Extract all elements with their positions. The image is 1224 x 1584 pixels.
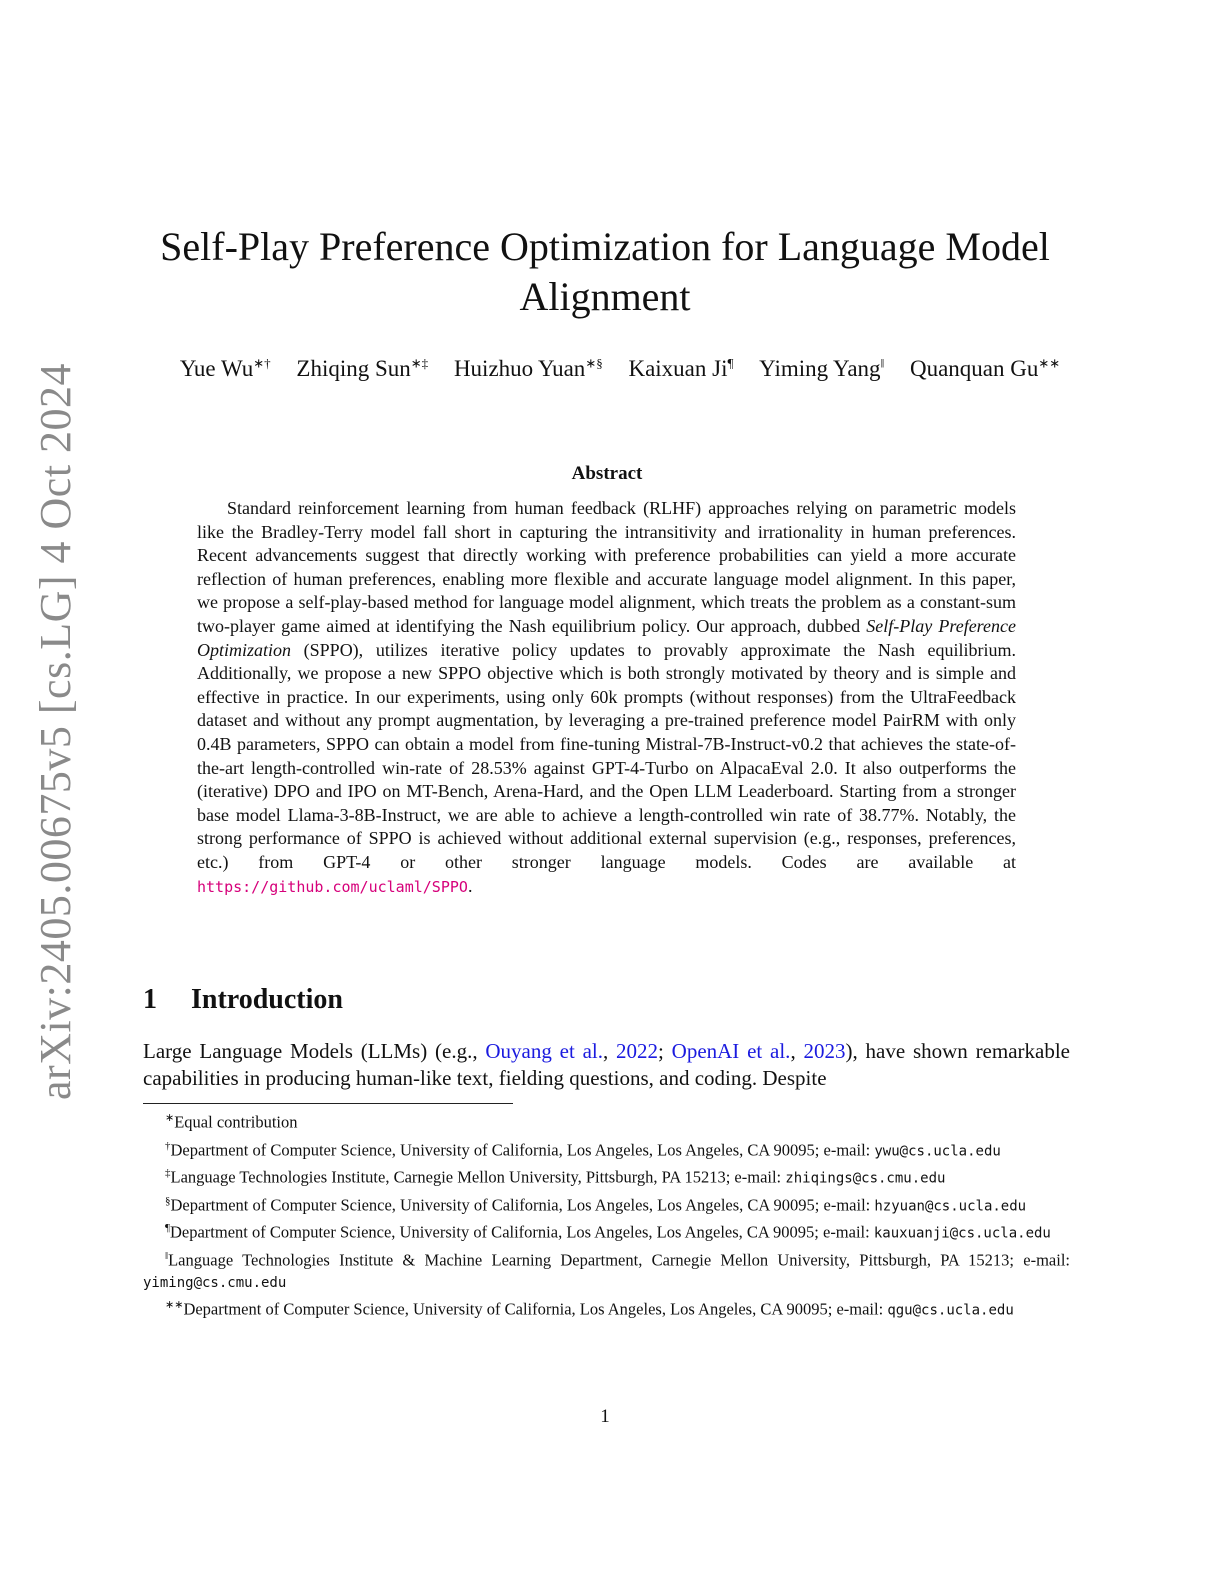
- footnote: ∗Equal contribution: [165, 1112, 298, 1132]
- citation-link[interactable]: OpenAI et al.: [671, 1039, 791, 1063]
- author-marks: ∗∗: [1038, 355, 1061, 370]
- email: ywu@cs.ucla.edu: [874, 1143, 1001, 1159]
- author-marks: ∗†: [253, 355, 271, 370]
- email: qgu@cs.ucla.edu: [887, 1302, 1014, 1319]
- footnote: ‖Language Technologies Institute & Machine Learning Department, Carnegie Mellon University, Pittsburgh, PA 15213; e-mail: yiming@cs.cmu.edu: [143, 1249, 1070, 1291]
- email: zhiqings@cs.cmu.edu: [785, 1170, 946, 1187]
- footnote: §Department of Computer Science, University of California, Los Angeles, Los Angeles, CA 90095; e-mail: hzyuan@cs.ucla.edu: [165, 1194, 1027, 1214]
- email: hzyuan@cs.ucla.edu: [874, 1198, 1027, 1214]
- author-marks: ‖: [880, 355, 885, 370]
- author-marks: ∗§: [585, 355, 603, 370]
- page-number: 1: [600, 1406, 610, 1427]
- footnotes: [143, 1107, 1070, 1322]
- footnote: ∗∗Department of Computer Science, University of California, Los Angeles, Los Angeles, CA 90095; e-mail: qgu@cs.ucla.edu: [165, 1299, 1014, 1319]
- author: Yiming Yang‖: [759, 355, 885, 381]
- footnote-divider: [143, 1103, 513, 1104]
- author: Quanquan Gu∗∗: [909, 355, 1061, 381]
- citation-year-link[interactable]: 2022: [616, 1039, 659, 1063]
- abstract-heading: Abstract: [571, 463, 643, 484]
- email: kauxuanji@cs.ucla.edu: [873, 1225, 1051, 1242]
- arxiv-identifier: arXiv:2405.00675v5 [cs.LG] 4 Oct 2024: [31, 362, 80, 1100]
- citation-link[interactable]: Ouyang et al.: [485, 1039, 603, 1063]
- footnote: ‡Language Technologies Institute, Carnegie Mellon University, Pittsburgh, PA 15213; e-mail: zhiqings@cs.cmu.edu: [165, 1167, 946, 1187]
- author-list: [130, 355, 1110, 382]
- author-marks: ¶: [727, 355, 734, 370]
- author: Zhiqing Sun∗‡: [296, 355, 429, 381]
- section-heading: [143, 984, 343, 1016]
- author-marks: ∗‡: [410, 355, 429, 370]
- footnote: ¶Department of Computer Science, University of California, Los Angeles, Los Angeles, CA 90095; e-mail: kauxuanji@cs.ucla.edu: [165, 1222, 1051, 1242]
- author: Huizhuo Yuan∗§: [453, 355, 603, 381]
- author: Yue Wu∗†: [179, 355, 271, 381]
- section-title: Introduction: [191, 984, 343, 1015]
- citation-year-link[interactable]: 2023: [803, 1039, 846, 1063]
- author: Kaixuan Ji¶: [628, 355, 734, 381]
- paper-title: Self-Play Preference Optimization for Language Model Alignment: [160, 224, 1050, 319]
- abstract-body: Standard reinforcement learning from human feedback (RLHF) approaches relying on parametric models like the Bradley-Terry model fall short in capturing the intransitivity and irrationality in human preferences. Recent advancements suggest that directly working with preference probabilities can yield a more accurate reflection of human preferences, enabling more flexible and accurate language model alignment. In this paper, we propose a self-play-based method for language model alignment, which treats the problem as a constant-sum two-player game aimed at identifying the Nash equilibrium policy. Our approach, dubbed Self-Play Preference Optimization (SPPO), utilizes iterative policy updates to provably approximate the Nash equilibrium. Additionally, we propose a new SPPO objective which is both strongly motivated by theory and is simple and effective in practice. In our experiments, using only 60k prompts (without responses) from the UltraFeedback dataset and without any prompt augmentation, by leveraging a pre-trained preference model PairRM with only 0.4B parameters, SPPO can obtain a model from fine-tuning Mistral-7B-Instruct-v0.2 that achieves the state-of-the-art length-controlled win-rate of 28.53% against GPT-4-Turbo on AlpacaEval 2.0. It also outperforms the (iterative) DPO and IPO on MT-Bench, Arena-Hard, and the Open LLM Leaderboard. Starting from a stronger base model Llama-3-8B-Instruct, we are able to achieve a length-controlled win rate of 38.77%. Notably, the strong performance of SPPO is achieved without additional external supervision (e.g., responses, preferences, etc.) from GPT-4 or other stronger language models. Codes are available at https://github.com/uclaml/SPPO.: [197, 498, 1016, 896]
- section-number: 1: [143, 984, 157, 1015]
- intro-paragraph: Large Language Models (LLMs) (e.g., Ouyang et al., 2022; OpenAI et al., 2023), have shown remarkable capabilities in producing human-like text, fielding questions, and coding. Despite: [143, 1039, 1071, 1090]
- email: yiming@cs.cmu.edu: [143, 1275, 287, 1291]
- footnote: †Department of Computer Science, University of California, Los Angeles, Los Angeles, CA 90095; e-mail: ywu@cs.ucla.edu: [165, 1139, 1001, 1159]
- code-link[interactable]: https://github.com/uclaml/SPPO: [197, 877, 468, 896]
- method-name: Self-Play Preference Optimization: [197, 615, 1016, 660]
